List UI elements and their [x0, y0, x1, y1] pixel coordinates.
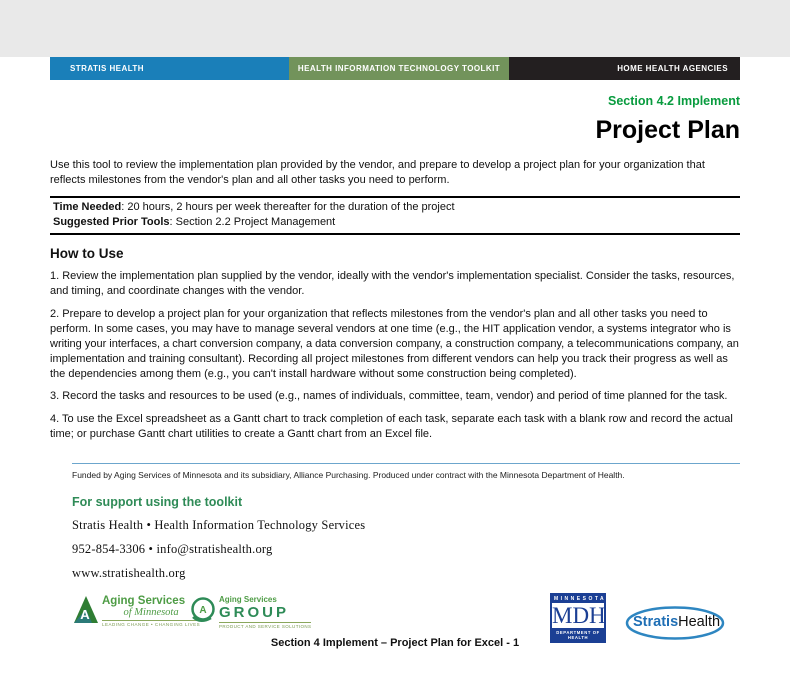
how-to-use-step-2: 2. Prepare to develop a project plan for your organization that reflects milestones from the vendor's plan and all other tasks you need to perform. In some cases, you may have to manage several vendors at one time (e.g., the HIT application vendor, a systems integrator who is writing your interfaces, a chart conversion company, a data conversion company, a construction company, a telecommunications company, an implementation and training consultant). Recording all project milestones from different vendors can help you track their progress as well as the dependencies among them (e.g., you can't install hardware without some construction being completed).	[50, 308, 739, 380]
asm-text	[102, 595, 200, 627]
header-bar-home-health-agencies-label: HOME HEALTH AGENCIES	[617, 64, 728, 73]
section-label: Section 4.2 Implement	[608, 94, 740, 108]
asm-name-line1: Aging Services	[102, 594, 186, 607]
asg-tagline: PRODUCT AND SERVICE SOLUTIONS	[219, 623, 312, 629]
stratis-health-logo	[625, 605, 725, 641]
asg-name-line1: Aging Services	[219, 594, 277, 604]
mdh-initials: MDH	[552, 602, 606, 628]
mdh-logo	[550, 593, 606, 643]
header-bar-stratis-health	[50, 57, 289, 80]
funding-note: Funded by Aging Services of Minnesota and its subsidiary, Alliance Purchasing. Produced under contract with the Minnesota Department of Health.	[72, 469, 625, 480]
stratis-health-text	[633, 614, 720, 630]
suggested-prior-tools-value: : Section 2.2 Project Management	[169, 216, 336, 229]
intro-paragraph: Use this tool to review the implementation plan provided by the vendor, and prepare to develop a project plan for your organization that reflects milestones from the vendor's plan and all other tasks you need to perform.	[50, 159, 705, 186]
health-part: Health	[678, 613, 721, 630]
how-to-use-step-1: 1. Review the implementation plan supplied by the vendor, ideally with the vendor's implementation specialist. Consider the tasks, resources, and timing, and coordinate changes with the vendor.	[50, 270, 735, 298]
svg-text:A: A	[199, 604, 207, 616]
stratis-part: Stratis	[633, 613, 679, 630]
asg-circle-icon	[190, 595, 216, 623]
header-bar-toolkit-label: HEALTH INFORMATION TECHNOLOGY TOOLKIT	[297, 64, 501, 73]
email-link[interactable]: info@stratishealth.org	[156, 541, 273, 556]
asg-name-line2: GROUP	[219, 603, 290, 621]
how-to-use-step-4: 4. To use the Excel spreadsheet as a Gantt chart to track completion of each task, separate each task with a blank row and record the actual time; or purchase Gantt chart utilities to create a Gantt chart from an Excel file.	[50, 413, 733, 441]
asg-text	[219, 595, 311, 629]
support-org-line: Stratis Health • Health Information Technology Services	[72, 517, 366, 532]
header-bar-home-health-agencies	[509, 57, 740, 80]
asm-name-line2: of Minnesota	[123, 606, 179, 618]
divider-line	[72, 463, 740, 464]
support-contact-line	[72, 542, 740, 557]
header-bar	[50, 57, 740, 80]
logo-row	[72, 593, 740, 663]
header-bar-stratis-health-label: STRATIS HEALTH	[70, 64, 144, 73]
page-title: Project Plan	[595, 116, 740, 144]
time-needed-row	[50, 200, 740, 215]
suggested-prior-tools-row	[50, 215, 740, 230]
website-link[interactable]: www.stratishealth.org	[72, 565, 186, 580]
time-needed-value: : 20 hours, 2 hours per week thereafter for the duration of the project	[121, 200, 455, 213]
suggested-prior-tools-label: Suggested Prior Tools	[53, 216, 170, 229]
aging-services-mn-logo	[72, 595, 200, 627]
footer-block	[72, 463, 740, 663]
page-footer-text: Section 4 Implement – Project Plan for Excel - 1	[270, 637, 520, 649]
asm-leaf-icon	[72, 595, 99, 625]
mdh-department-text: DEPARTMENT OF HEALTH	[552, 628, 604, 641]
svg-text:A: A	[80, 606, 90, 622]
support-phone: 952-854-3306	[72, 541, 146, 556]
header-bar-toolkit	[289, 57, 508, 80]
time-needed-label: Time Needed	[53, 200, 122, 213]
how-to-use-step-3: 3. Record the tasks and resources to be used (e.g., names of individuals, committee, team, vendor) and period of time planned for the task.	[50, 390, 728, 403]
support-heading: For support using the toolkit	[72, 494, 243, 509]
how-to-use-heading: How to Use	[50, 246, 124, 262]
meta-table	[50, 196, 740, 236]
mdh-minnesota-text: MINNESOTA	[554, 595, 607, 602]
aging-services-group-logo	[190, 595, 311, 629]
document-page	[0, 57, 790, 684]
bullet-separator: •	[145, 541, 157, 556]
asm-tagline: LEADING CHANGE • CHANGING LIVES	[102, 621, 201, 627]
